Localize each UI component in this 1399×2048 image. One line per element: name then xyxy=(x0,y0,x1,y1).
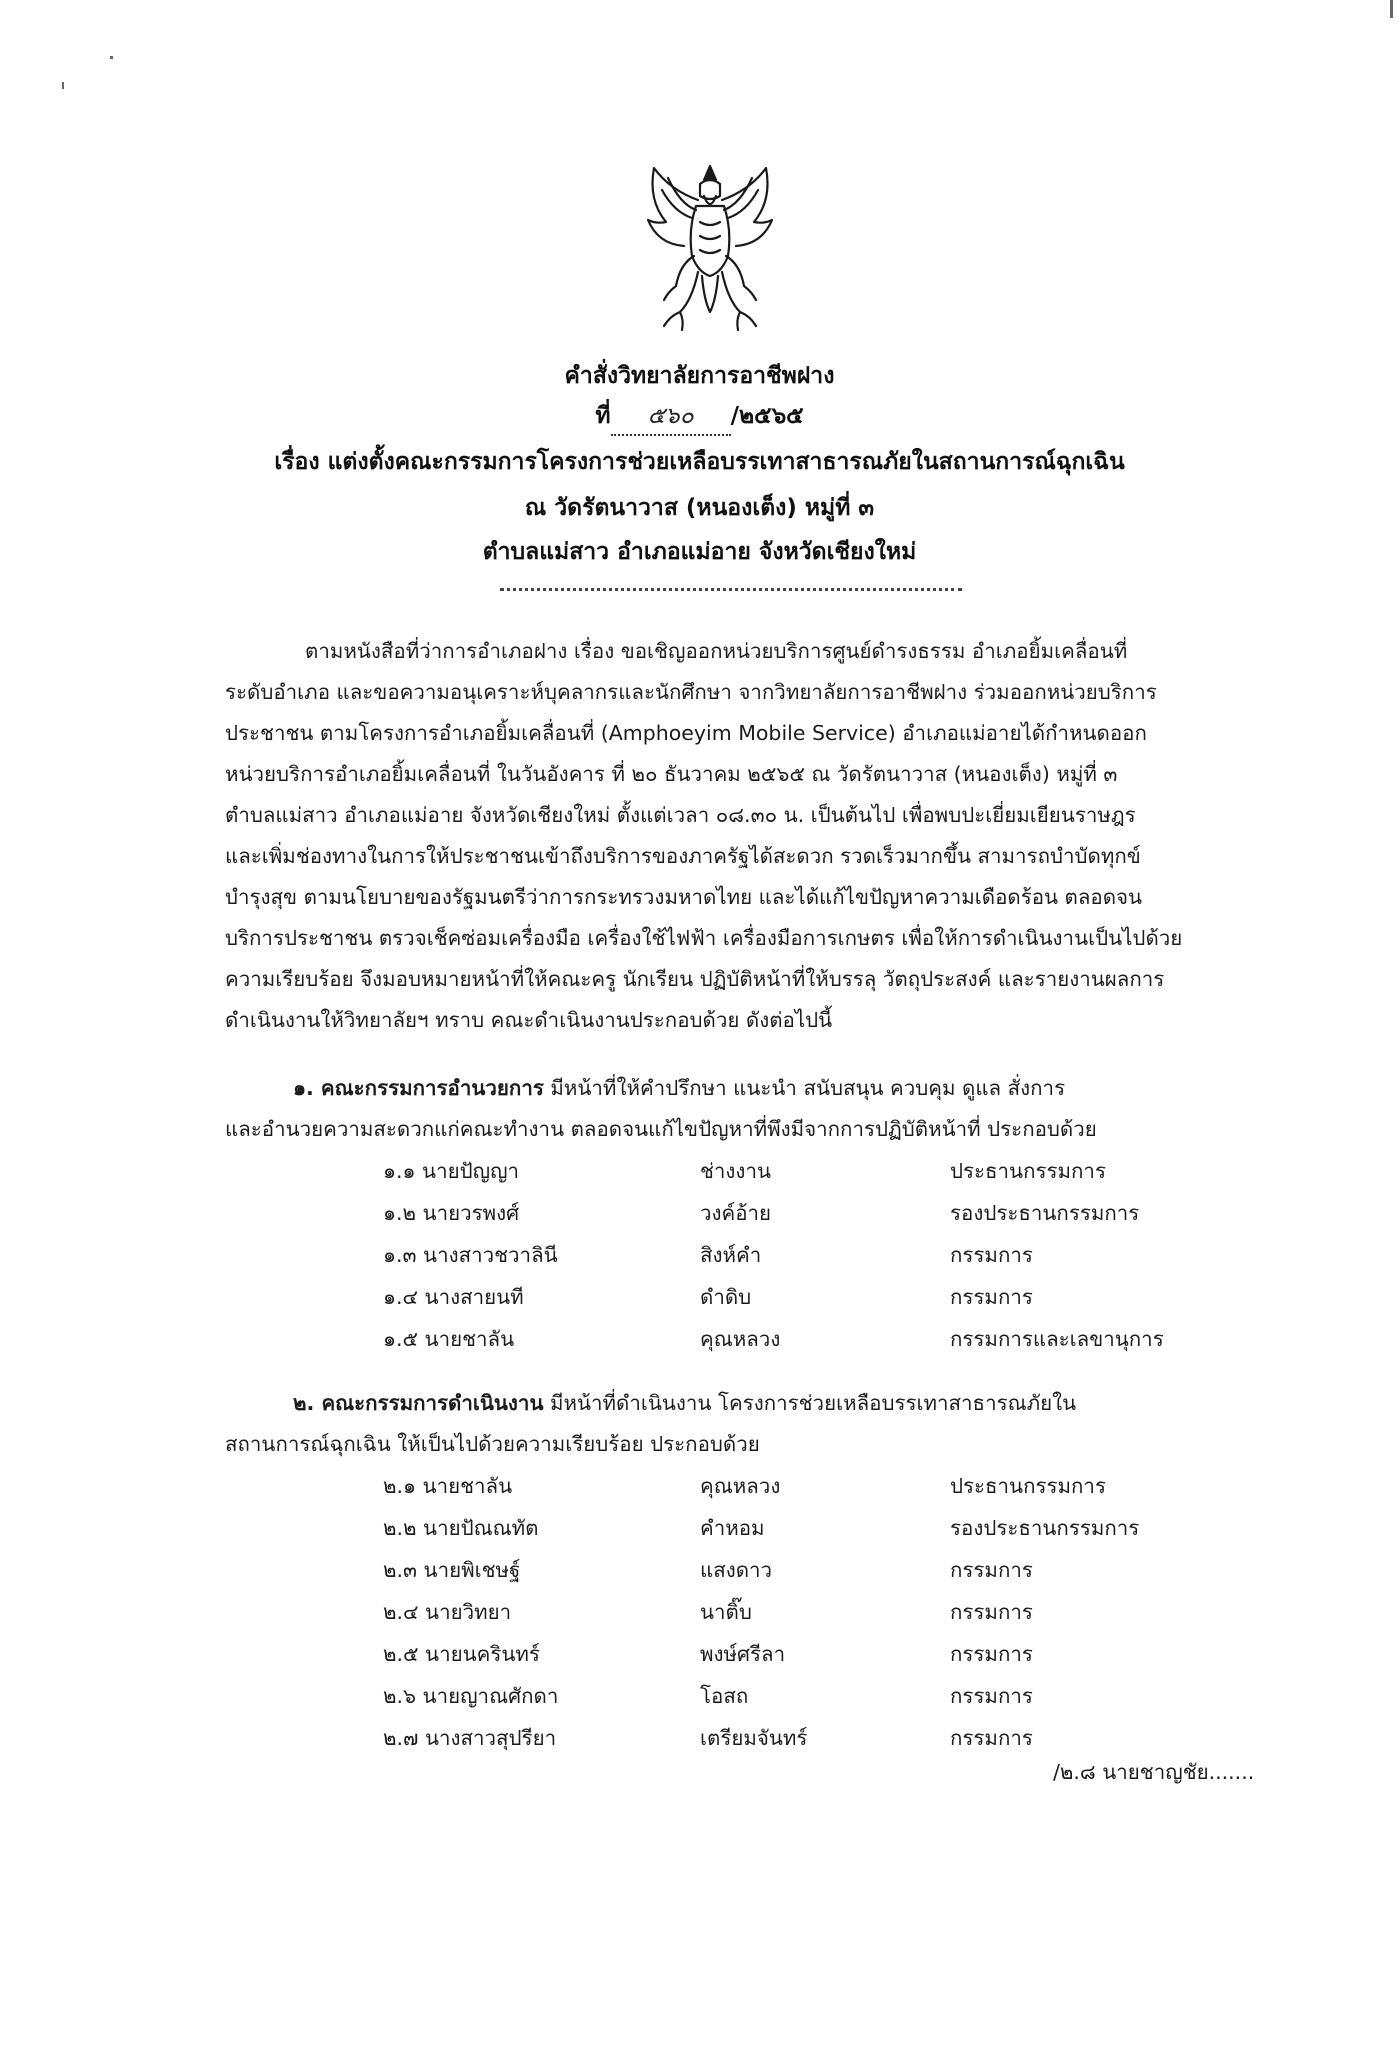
paragraph-line: ประชาชน ตามโครงการอำเภอยิ้มเคลื่อนที่ (Amphoeyim Mobile Service) อำเภอแม่อายได้กำหนดออก xyxy=(225,721,1147,745)
paragraph-line: บริการประชาชน ตรวจเช็คซ่อมเครื่องมือ เครื่องใช้ไฟฟ้า เครื่องมือการเกษตร เพื่อให้การดำเนินงานเป็นไปด้วย xyxy=(225,926,1183,950)
member-role: รองประธานกรรมการ xyxy=(950,1201,1140,1225)
member-role: กรรมการ xyxy=(950,1642,1033,1666)
order-number xyxy=(0,398,1399,436)
member-name: ๒.๒ นายปัณณทัต xyxy=(383,1516,539,1540)
member-name: ๑.๑ นายปัญญา xyxy=(383,1159,520,1183)
subject-line: ณ วัดรัตนาวาส (หนองเต็ง) หมู่ที่ ๓ xyxy=(524,495,875,521)
order-number-prefix: ที่ xyxy=(595,403,611,429)
garuda-emblem-icon xyxy=(640,160,780,335)
member-name: ๒.๕ นายนครินทร์ xyxy=(383,1642,540,1666)
section-1-description: มีหน้าที่ให้คำปรึกษา แนะนำ สนับสนุน ควบคุม ดูแล สั่งการ xyxy=(543,1076,1066,1100)
paragraph-line: บำรุงสุข ตามนโยบายของรัฐมนตรีว่าการกระทรวงมหาดไทย และได้แก้ไขปัญหาความเดือดร้อน ตลอดจน xyxy=(225,885,1143,909)
paragraph-line: และเพิ่มช่องทางในการให้ประชาชนเข้าถึงบริการของภาครัฐได้สะดวก รวดเร็วมากขึ้น สามารถบำบัดทุกข์ xyxy=(225,844,1141,868)
section-2-heading: ๒. คณะกรรมการดำเนินงาน xyxy=(293,1391,544,1415)
order-title: คำสั่งวิทยาลัยการอาชีพฝาง xyxy=(564,363,835,389)
member-surname: วงค์อ้าย xyxy=(700,1201,772,1225)
member-name: ๒.๓ นายพิเชษฐ์ xyxy=(383,1558,521,1582)
order-number-handwritten: ๕๖๐ xyxy=(611,398,731,436)
member-name: ๑.๔ นางสายนที xyxy=(383,1285,524,1309)
scan-speck xyxy=(62,82,64,89)
subject-line: เรื่อง แต่งตั้งคณะกรรมการโครงการช่วยเหลือบรรเทาสาธารณภัยในสถานการณ์ฉุกเฉิน xyxy=(274,449,1125,475)
member-surname: โอสถ xyxy=(700,1684,749,1708)
member-surname: แสงดาว xyxy=(700,1558,773,1582)
member-role: กรรมการ xyxy=(950,1726,1033,1750)
member-role: กรรมการ xyxy=(950,1243,1033,1267)
member-name: ๒.๗ นางสาวสุปรียา xyxy=(383,1726,557,1750)
member-surname: เตรียมจันทร์ xyxy=(700,1726,808,1750)
member-role: กรรมการและเลขานุการ xyxy=(950,1327,1164,1351)
subject-line: ตำบลแม่สาว อำเภอแม่อาย จังหวัดเชียงใหม่ xyxy=(482,539,917,565)
member-name: ๒.๑ นายชาลัน xyxy=(383,1474,513,1498)
member-name: ๑.๓ นางสาวชวาลินี xyxy=(383,1243,558,1267)
section-1-description: และอำนวยความสะดวกแก่คณะทำงาน ตลอดจนแก้ไขปัญหาที่พึงมีจากการปฏิบัติหน้าที่ ประกอบด้วย xyxy=(225,1117,1097,1141)
paragraph-line: ระดับอำเภอ และขอความอนุเคราะห์บุคลากรและนักศึกษา จากวิทยาลัยการอาชีพฝาง ร่วมออกหน่วยบริการ xyxy=(225,680,1157,704)
member-name: ๑.๒ นายวรพงศ์ xyxy=(383,1201,520,1225)
member-role: กรรมการ xyxy=(950,1285,1033,1309)
member-surname: คุณหลวง xyxy=(700,1474,781,1498)
member-role: กรรมการ xyxy=(950,1600,1033,1624)
order-number-suffix: /๒๕๖๕ xyxy=(730,403,804,429)
member-surname: สิงห์คำ xyxy=(700,1243,762,1267)
scan-edge-mark xyxy=(1390,0,1393,18)
paragraph-line: ตามหนังสือที่ว่าการอำเภอฝาง เรื่อง ขอเชิญออกหน่วยบริการศูนย์ดำรงธรรม อำเภอยิ้มเคลื่อนที่ xyxy=(305,639,1128,663)
paragraph-line: ตำบลแม่สาว อำเภอแม่อาย จังหวัดเชียงใหม่ ตั้งแต่เวลา ๐๘.๓๐ น. เป็นต้นไป เพื่อพบปะเยี่ยมเยียนราษฎร xyxy=(225,803,1136,827)
member-surname: คุณหลวง xyxy=(700,1327,781,1351)
section-2-description: สถานการณ์ฉุกเฉิน ให้เป็นไปด้วยความเรียบร้อย ประกอบด้วย xyxy=(225,1432,760,1456)
member-surname: ดำดิบ xyxy=(700,1285,752,1309)
member-name: ๒.๔ นายวิทยา xyxy=(383,1600,512,1624)
paragraph-line: ความเรียบร้อย จึงมอบหมายหน้าที่ให้คณะครู นักเรียน ปฏิบัติหน้าที่ให้บรรลุ วัตถุประสงค์ และรายงานผลการ xyxy=(225,967,1165,991)
member-role: ประธานกรรมการ xyxy=(950,1159,1106,1183)
member-surname: พงษ์ศรีลา xyxy=(700,1642,786,1666)
section-2-description: มีหน้าที่ดำเนินงาน โครงการช่วยเหลือบรรเทาสาธารณภัยใน xyxy=(543,1391,1077,1415)
paragraph-line: หน่วยบริการอำเภอยิ้มเคลื่อนที่ ในวันอังคาร ที่ ๒๐ ธันวาคม ๒๕๖๕ ณ วัดรัตนาวาส (หนองเต็ง) หมู่ที่ ๓ xyxy=(225,762,1118,786)
dotted-divider xyxy=(500,588,962,591)
member-role: กรรมการ xyxy=(950,1558,1033,1582)
section-1-heading: ๑. คณะกรรมการอำนวยการ xyxy=(293,1076,544,1100)
member-name: ๒.๖ นายญาณศักดา xyxy=(383,1684,559,1708)
member-surname: คำหอม xyxy=(700,1516,765,1540)
scan-speck xyxy=(110,56,113,59)
member-role: กรรมการ xyxy=(950,1684,1033,1708)
member-name: ๑.๕ นายชาลัน xyxy=(383,1327,515,1351)
member-surname: ช่างงาน xyxy=(700,1159,771,1183)
continuation-marker: /๒.๘ นายชาญชัย....... xyxy=(1053,1760,1255,1784)
member-role: ประธานกรรมการ xyxy=(950,1474,1106,1498)
member-surname: นาติ๊บ xyxy=(700,1600,752,1624)
section-2-intro xyxy=(0,1387,1399,1420)
member-role: รองประธานกรรมการ xyxy=(950,1516,1140,1540)
paragraph-line: ดำเนินงานให้วิทยาลัยฯ ทราบ คณะดำเนินงานประกอบด้วย ดังต่อไปนี้ xyxy=(225,1008,833,1032)
section-1-intro xyxy=(0,1072,1399,1105)
